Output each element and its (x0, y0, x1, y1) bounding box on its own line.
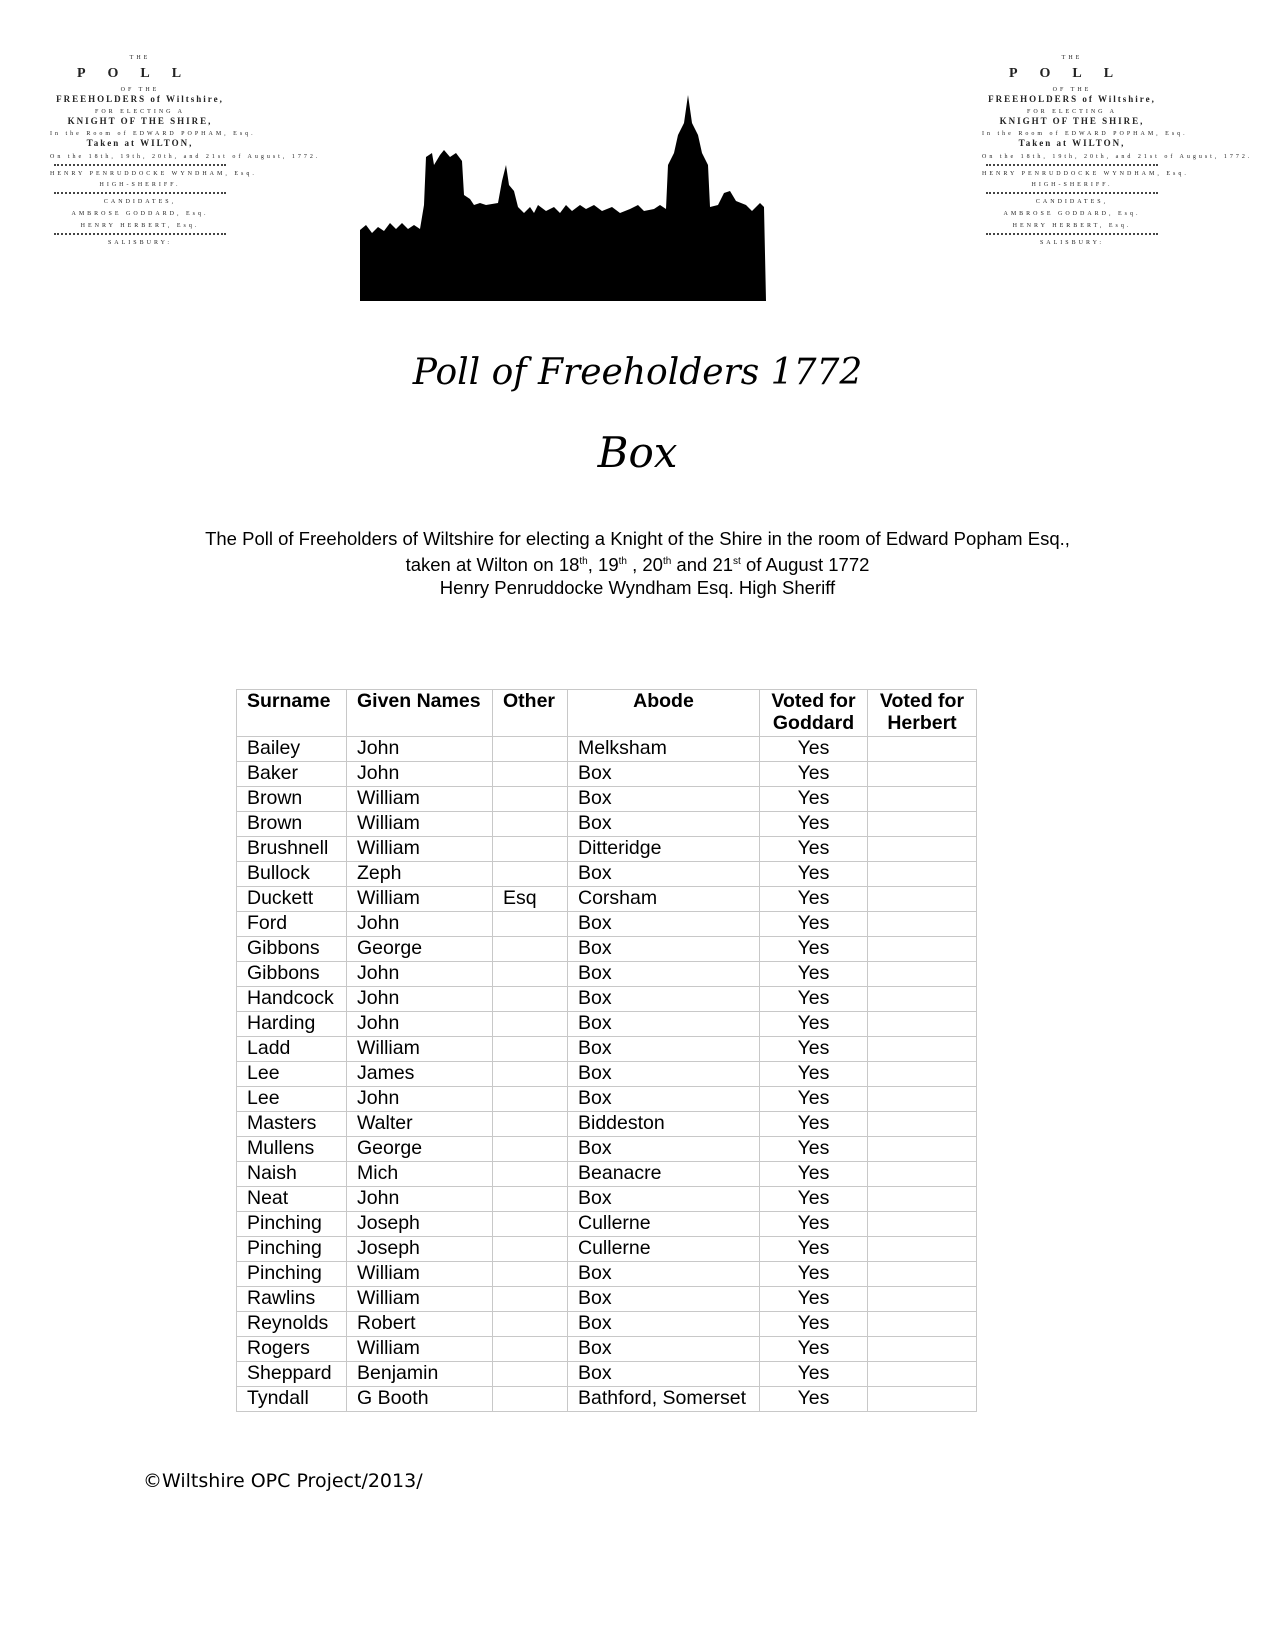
title-page-line: FOR ELECTING A (1027, 109, 1117, 116)
table-cell (493, 1237, 568, 1262)
table-cell (493, 812, 568, 837)
table-cell (493, 1112, 568, 1137)
table-cell: John (347, 912, 493, 937)
table-cell: William (347, 1337, 493, 1362)
table-header-row (237, 690, 977, 737)
title-page-line: AMBROSE GODDARD, Esq. (1003, 211, 1141, 218)
table-cell: Cullerne (568, 1237, 760, 1262)
table-row (237, 887, 977, 912)
column-header: Voted for Herbert (868, 690, 977, 737)
table-cell: Box (568, 1337, 760, 1362)
table-cell: Mullens (237, 1137, 347, 1162)
table-row (237, 1187, 977, 1212)
table-cell: Gibbons (237, 962, 347, 987)
table-cell: Yes (760, 862, 868, 887)
table-cell (493, 1137, 568, 1162)
table-cell (868, 912, 977, 937)
table-cell: Corsham (568, 887, 760, 912)
table-cell: William (347, 1262, 493, 1287)
table-cell: Ditteridge (568, 837, 760, 862)
intro-line-1: The Poll of Freeholders of Wiltshire for electing a Knight of the Shire in the room of Edward Popham Esq., (205, 528, 1070, 549)
table-cell: Box (568, 962, 760, 987)
table-cell: Ladd (237, 1037, 347, 1062)
table-cell: John (347, 1012, 493, 1037)
table-cell: Esq (493, 887, 568, 912)
table-cell (493, 937, 568, 962)
title-page-line: POLL (76, 65, 204, 81)
table-cell: Box (568, 787, 760, 812)
table-cell (493, 1012, 568, 1037)
table-cell: John (347, 1087, 493, 1112)
table-cell: Box (568, 912, 760, 937)
table-cell: Walter (347, 1112, 493, 1137)
table-cell: Beanacre (568, 1162, 760, 1187)
table-cell: Baker (237, 762, 347, 787)
table-row (237, 812, 977, 837)
table-cell (868, 1212, 977, 1237)
table-cell (493, 1312, 568, 1337)
table-cell (493, 787, 568, 812)
table-cell: Joseph (347, 1212, 493, 1237)
title-page-line: Taken at WILTON, (1018, 138, 1126, 149)
rule-divider (54, 192, 226, 194)
table-row (237, 1312, 977, 1337)
table-cell: Yes (760, 1362, 868, 1387)
table-cell: Pinching (237, 1212, 347, 1237)
table-cell: Yes (760, 962, 868, 987)
table-cell: Yes (760, 987, 868, 1012)
table-row (237, 1037, 977, 1062)
poll-table (236, 689, 977, 1412)
table-cell: Yes (760, 1262, 868, 1287)
title-page-line: KNIGHT OF THE SHIRE, (999, 116, 1145, 127)
table-row (237, 1262, 977, 1287)
table-cell (868, 1137, 977, 1162)
table-cell (868, 1337, 977, 1362)
table-cell (493, 1387, 568, 1412)
table-cell: Benjamin (347, 1362, 493, 1387)
table-cell: Yes (760, 812, 868, 837)
table-row (237, 1362, 977, 1387)
title-page-line: On the 18th, 19th, 20th, and 21st of August, 1772. (982, 153, 1253, 160)
intro-line-2: taken at Wilton on 18th, 19th , 20th and 21st of August 1772 (405, 554, 870, 576)
rule-divider (54, 233, 226, 235)
title-page-line: SALISBURY: (107, 240, 173, 247)
table-cell: William (347, 787, 493, 812)
table-cell: Box (568, 1187, 760, 1212)
table-row (237, 1012, 977, 1037)
table-row (237, 1212, 977, 1237)
table-cell (868, 1237, 977, 1262)
title-page-line: FOR ELECTING A (95, 109, 185, 116)
table-cell: John (347, 987, 493, 1012)
title-page-line: OF THE (120, 86, 160, 93)
table-cell: Yes (760, 737, 868, 762)
table-cell: Box (568, 937, 760, 962)
table-cell: William (347, 837, 493, 862)
table-cell: Yes (760, 1037, 868, 1062)
table-row (237, 1287, 977, 1312)
table-cell: Box (568, 1262, 760, 1287)
table-cell: Bullock (237, 862, 347, 887)
table-cell (868, 862, 977, 887)
table-cell: Melksham (568, 737, 760, 762)
title-page-line: In the Room of EDWARD POPHAM, Esq. (982, 131, 1188, 138)
table-cell (868, 1262, 977, 1287)
title-page-line: FREEHOLDERS of Wiltshire, (988, 93, 1156, 104)
table-cell: George (347, 937, 493, 962)
table-row (237, 912, 977, 937)
table-cell: Ford (237, 912, 347, 937)
table-cell (493, 1362, 568, 1387)
table-cell: Neat (237, 1187, 347, 1212)
table-cell (493, 1337, 568, 1362)
table-cell: Yes (760, 1287, 868, 1312)
table-cell (493, 737, 568, 762)
table-cell (868, 737, 977, 762)
table-cell: Pinching (237, 1262, 347, 1287)
title-page-line: FREEHOLDERS of Wiltshire, (56, 93, 224, 104)
table-cell: Brown (237, 787, 347, 812)
title-page-line: THE (129, 55, 151, 61)
table-cell: John (347, 1187, 493, 1212)
table-cell (493, 1287, 568, 1312)
table-cell (868, 987, 977, 1012)
table-cell: Handcock (237, 987, 347, 1012)
table-cell (868, 1012, 977, 1037)
table-cell: Box (568, 1062, 760, 1087)
title-page-line: On the 18th, 19th, 20th, and 21st of August, 1772. (50, 153, 321, 160)
table-cell: Yes (760, 1012, 868, 1037)
table-cell: John (347, 962, 493, 987)
column-header: Voted for Goddard (760, 690, 868, 737)
table-cell (868, 837, 977, 862)
title-page-image-left (50, 50, 321, 285)
table-cell: Yes (760, 1387, 868, 1412)
title-page-line: In the Room of EDWARD POPHAM, Esq. (50, 131, 256, 138)
column-header: Abode (568, 690, 760, 737)
table-row (237, 962, 977, 987)
table-cell (493, 1187, 568, 1212)
page-title: Poll of Freeholders 1772 (412, 352, 863, 393)
table-cell: George (347, 1137, 493, 1162)
rule-divider (54, 164, 226, 166)
table-row (237, 862, 977, 887)
table-cell: Sheppard (237, 1362, 347, 1387)
title-page-line: HENRY PENRUDDOCKE WYNDHAM, Esq. (982, 170, 1189, 177)
table-cell (868, 1387, 977, 1412)
table-cell: John (347, 737, 493, 762)
table-cell: William (347, 812, 493, 837)
table-cell: Yes (760, 1312, 868, 1337)
table-cell: Yes (760, 787, 868, 812)
table-cell (493, 1262, 568, 1287)
table-cell: William (347, 887, 493, 912)
table-cell (868, 962, 977, 987)
table-cell: Yes (760, 1337, 868, 1362)
rule-divider (986, 164, 1158, 166)
table-cell: Yes (760, 1187, 868, 1212)
table-cell: Mich (347, 1162, 493, 1187)
table-cell: Yes (760, 1212, 868, 1237)
table-cell (868, 887, 977, 912)
title-page-line: THE (1061, 55, 1083, 61)
parliament-skyline-image (358, 95, 770, 301)
table-cell: Gibbons (237, 937, 347, 962)
table-cell (493, 912, 568, 937)
table-cell (493, 762, 568, 787)
table-cell (868, 812, 977, 837)
table-cell: James (347, 1062, 493, 1087)
table-cell: Yes (760, 912, 868, 937)
intro-line-3: Henry Penruddocke Wyndham Esq. High Sheriff (439, 577, 836, 599)
table-cell (868, 1362, 977, 1387)
table-cell: Yes (760, 1137, 868, 1162)
table-cell: Zeph (347, 862, 493, 887)
table-cell: John (347, 762, 493, 787)
table-cell (493, 1062, 568, 1087)
table-cell: Pinching (237, 1237, 347, 1262)
column-header: Given Names (347, 690, 493, 737)
title-page-image-right (982, 50, 1253, 285)
table-cell (493, 862, 568, 887)
table-cell: William (347, 1037, 493, 1062)
table-cell: Joseph (347, 1237, 493, 1262)
column-header: Surname (237, 690, 347, 737)
table-cell (493, 1212, 568, 1237)
table-cell: Rogers (237, 1337, 347, 1362)
title-page-line: CANDIDATES, (103, 199, 177, 206)
table-cell: Box (568, 987, 760, 1012)
table-cell: Yes (760, 762, 868, 787)
rule-divider (986, 192, 1158, 194)
table-cell: William (347, 1287, 493, 1312)
title-page-line: HENRY HERBERT, Esq. (1012, 223, 1132, 230)
table-cell (868, 1062, 977, 1087)
table-row (237, 762, 977, 787)
table-cell (868, 1187, 977, 1212)
table-cell: Box (568, 1362, 760, 1387)
table-cell: Box (568, 1287, 760, 1312)
table-cell: Yes (760, 1112, 868, 1137)
table-cell (868, 1112, 977, 1137)
table-cell: Yes (760, 937, 868, 962)
table-cell: Yes (760, 837, 868, 862)
title-page-line: SALISBURY: (1039, 240, 1105, 247)
table-cell: Masters (237, 1112, 347, 1137)
table-cell (868, 1312, 977, 1337)
intro-text (0, 527, 1275, 599)
column-header: Other (493, 690, 568, 737)
table-cell (868, 937, 977, 962)
table-cell: Bailey (237, 737, 347, 762)
table-row (237, 1112, 977, 1137)
table-cell: Lee (237, 1062, 347, 1087)
table-row (237, 837, 977, 862)
table-cell: Box (568, 1037, 760, 1062)
table-cell (868, 762, 977, 787)
title-page-line: CANDIDATES, (1035, 199, 1109, 206)
title-page-line: AMBROSE GODDARD, Esq. (71, 211, 209, 218)
table-cell (493, 837, 568, 862)
table-row (237, 1087, 977, 1112)
title-page-line: KNIGHT OF THE SHIRE, (67, 116, 213, 127)
table-cell: Box (568, 1012, 760, 1037)
table-cell (493, 1087, 568, 1112)
table-cell (868, 1087, 977, 1112)
table-cell: Rawlins (237, 1287, 347, 1312)
table-row (237, 1237, 977, 1262)
table-cell (493, 987, 568, 1012)
table-cell: Yes (760, 1087, 868, 1112)
table-cell: Bathford, Somerset (568, 1387, 760, 1412)
table-cell: Cullerne (568, 1212, 760, 1237)
page-subtitle: Box (597, 428, 678, 477)
table-cell: Brushnell (237, 837, 347, 862)
table-cell: Box (568, 1137, 760, 1162)
table-cell: Box (568, 1087, 760, 1112)
table-row (237, 787, 977, 812)
table-row (237, 1162, 977, 1187)
copyright-footer: ©Wiltshire OPC Project/2013/ (143, 1470, 423, 1492)
table-cell: Tyndall (237, 1387, 347, 1412)
table-row (237, 1062, 977, 1087)
title-page-line: OF THE (1052, 86, 1092, 93)
table-cell: Yes (760, 887, 868, 912)
title-page-line: HENRY PENRUDDOCKE WYNDHAM, Esq. (50, 170, 257, 177)
table-cell: Harding (237, 1012, 347, 1037)
title-page-line: POLL (1008, 65, 1136, 81)
table-row (237, 737, 977, 762)
table-cell: Yes (760, 1237, 868, 1262)
table-cell: Duckett (237, 887, 347, 912)
table-cell: Biddeston (568, 1112, 760, 1137)
table-cell: Yes (760, 1062, 868, 1087)
table-cell: Lee (237, 1087, 347, 1112)
table-cell (868, 1162, 977, 1187)
table-cell: Yes (760, 1162, 868, 1187)
table-cell (493, 1037, 568, 1062)
table-cell: Robert (347, 1312, 493, 1337)
title-page-line: HIGH-SHERIFF. (99, 182, 181, 189)
table-row (237, 987, 977, 1012)
table-row (237, 1337, 977, 1362)
title-page-line: HIGH-SHERIFF. (1031, 182, 1113, 189)
table-cell (868, 1287, 977, 1312)
table-row (237, 937, 977, 962)
table-cell (868, 787, 977, 812)
table-cell: Box (568, 762, 760, 787)
table-cell: Box (568, 862, 760, 887)
table-cell: G Booth (347, 1387, 493, 1412)
rule-divider (986, 233, 1158, 235)
table-row (237, 1137, 977, 1162)
title-page-line: Taken at WILTON, (86, 138, 194, 149)
table-cell: Reynolds (237, 1312, 347, 1337)
table-cell (868, 1037, 977, 1062)
table-cell: Box (568, 1312, 760, 1337)
table-cell (493, 962, 568, 987)
table-row (237, 1387, 977, 1412)
table-cell: Brown (237, 812, 347, 837)
title-page-line: HENRY HERBERT, Esq. (80, 223, 200, 230)
table-cell: Box (568, 812, 760, 837)
table-cell: Naish (237, 1162, 347, 1187)
table-cell (493, 1162, 568, 1187)
